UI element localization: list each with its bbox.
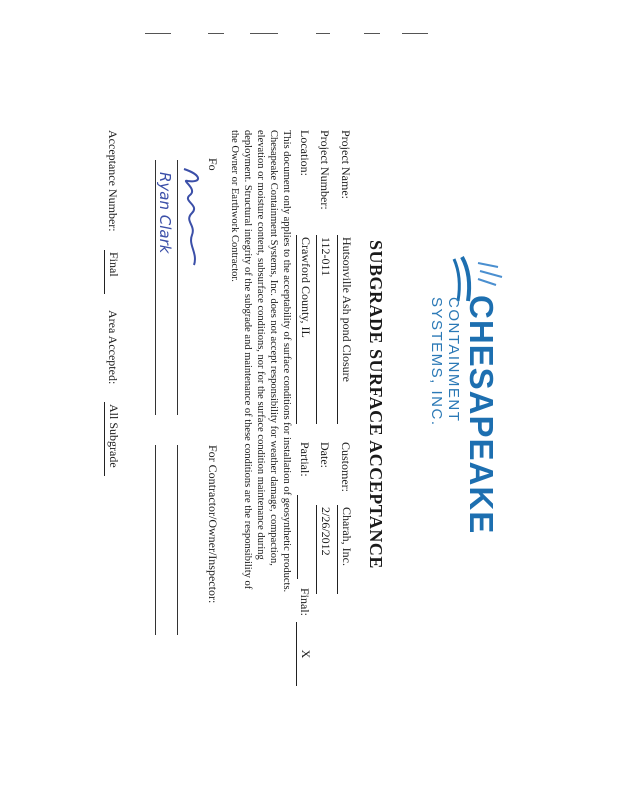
form-title: SUBGRADE SURFACE ACCEPTANCE	[366, 240, 386, 569]
customer-field[interactable]: Charah, Inc.	[337, 505, 354, 594]
disclaimer-paragraph: This document only applies to the acceptability of surface conditions for installation of geosynthetic products. Chesapeake Containment Systems, Inc. does not accept responsibility for weather damage, compaction, elevation or moisture content, subsurface conditions, nor for the surface condition maintenance during deployment. Structural integrity of the subgrade and maintenance of these conditions are the responsibility of the Owner or Earthwork Contractor.	[229, 130, 292, 593]
final-label: Final:	[298, 588, 312, 617]
date-label: Date:	[318, 442, 332, 468]
partial-label: Partial:	[298, 442, 312, 477]
acceptance-number-field[interactable]: Final	[104, 250, 121, 294]
area-accepted-field[interactable]: All Subgrade	[104, 402, 121, 476]
handwritten-signature	[176, 165, 206, 305]
for-right-label: For Contractor/Owner/Inspector:	[206, 445, 220, 604]
logo-wordmark: CHESAPEAKE	[463, 295, 500, 535]
project-name-field[interactable]: Hutsonville Ash pond Closure	[337, 235, 354, 424]
signature-line-right-2[interactable]	[155, 445, 156, 635]
area-accepted-label: Area Accepted:	[106, 310, 120, 385]
project-name-label: Project Name:	[339, 130, 353, 199]
project-number-label: Project Number:	[318, 130, 332, 210]
location-field[interactable]: Crawford County, IL	[296, 235, 313, 424]
project-number-field[interactable]: 112-011	[316, 235, 333, 424]
acceptance-number-label: Acceptance Number:	[106, 130, 120, 232]
company-logo	[428, 255, 508, 535]
logo-subtitle: CONTAINMENT SYSTEMS, INC.	[428, 297, 462, 427]
for-left-label: Fo	[206, 158, 220, 171]
partial-field[interactable]	[297, 495, 313, 579]
date-field[interactable]: 2/26/2012	[316, 505, 333, 594]
final-field[interactable]: X	[296, 622, 313, 686]
signature-line-right-1[interactable]	[177, 445, 178, 635]
location-label: Location:	[298, 130, 312, 176]
customer-label: Customer:	[339, 442, 353, 492]
printed-name: Ryan Clark	[156, 172, 174, 254]
